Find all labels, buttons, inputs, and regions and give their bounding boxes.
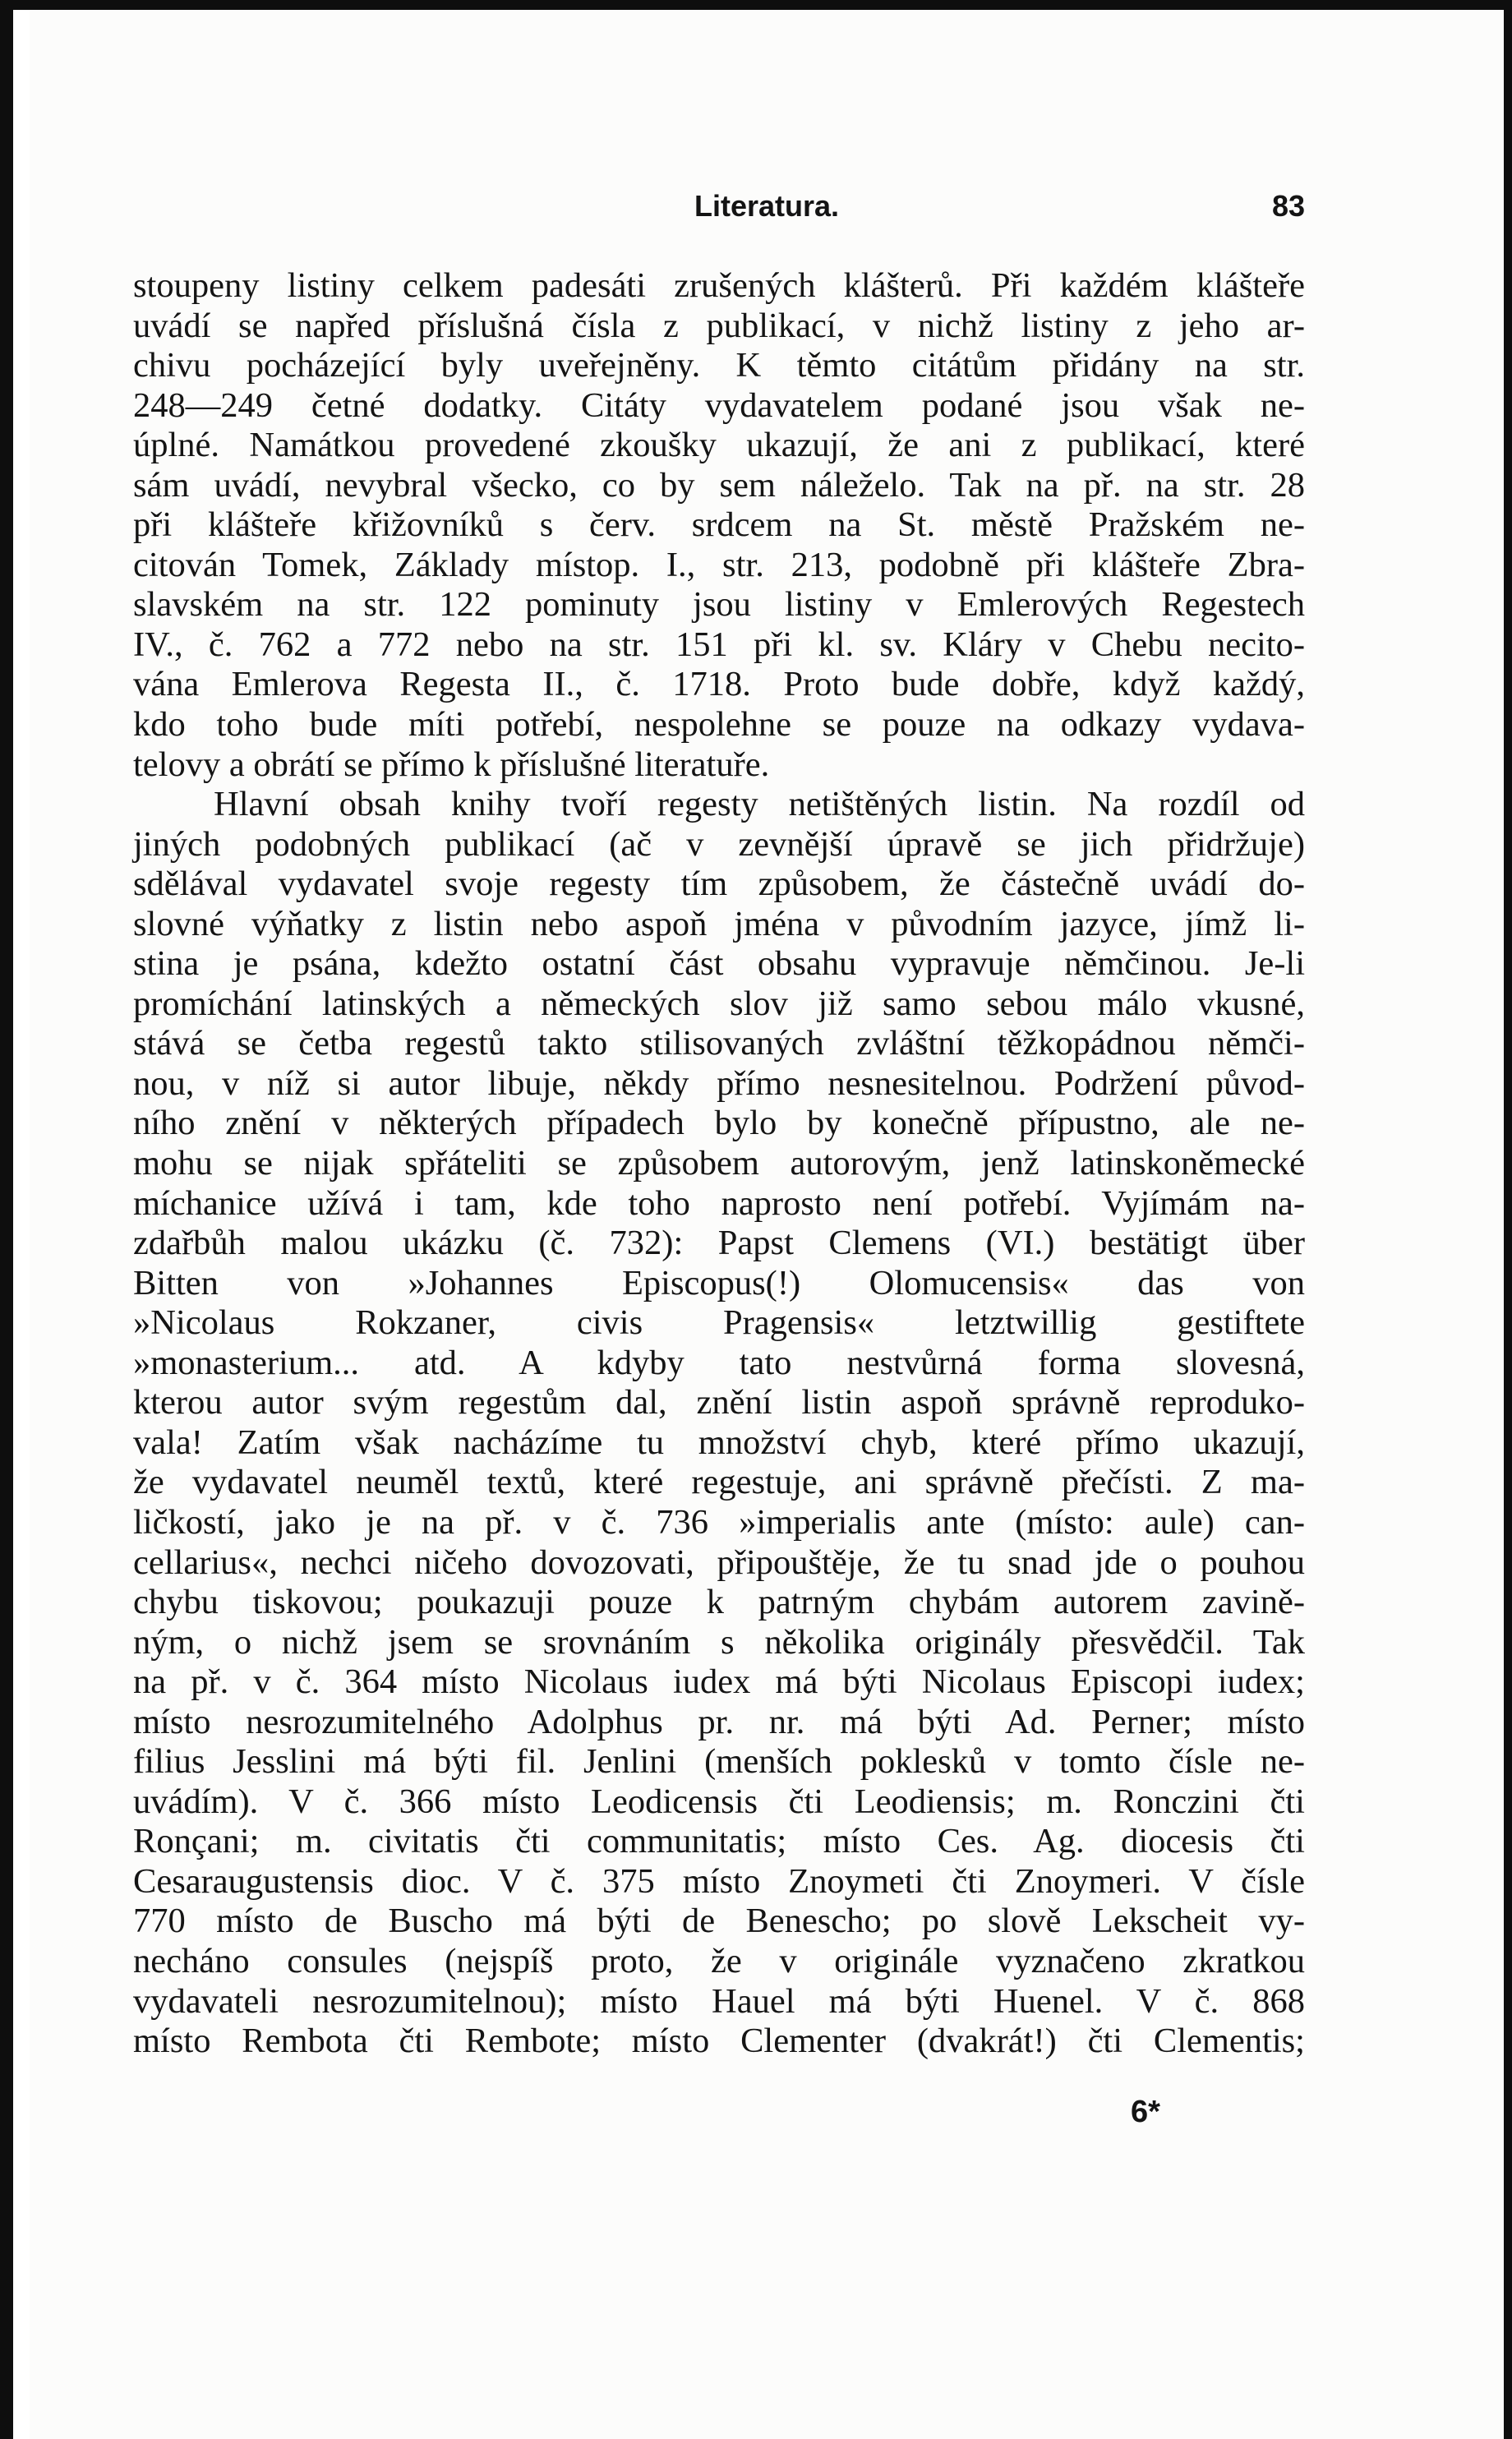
text-line: úplné. Namátkou provedené zkoušky ukazují, že ani z publikací, které bbox=[133, 426, 1305, 465]
text-line: sdělával vydavatel svoje regesty tím způsobem, že částečně uvádí do- bbox=[133, 864, 1305, 904]
text-line: »Nicolaus Rokzaner, civis Pragensis« letztwillig gestiftete bbox=[133, 1303, 1305, 1343]
text-line: jiných podobných publikací (ač v zevnější úpravě se jich přidržuje) bbox=[133, 824, 1305, 864]
text-line: ným, o nichž jsem se srovnáním s několika originály přesvědčil. Tak bbox=[133, 1622, 1305, 1662]
text-line: na př. v č. 364 místo Nicolaus iudex má býti Nicolaus Episcopi iudex; bbox=[133, 1662, 1305, 1702]
body-text bbox=[133, 266, 1305, 2062]
text-line: necháno consules (nejspíš proto, že v originále vyznačeno zkratkou bbox=[133, 1941, 1305, 1980]
text-line: telovy a obrátí se přímo k příslušné literatuře. bbox=[133, 745, 770, 784]
text-line: chivu pocházející byly uveřejněny. K těmto citátům přidány na str. bbox=[133, 346, 1305, 385]
text-line: Bitten von »Johannes Episcopus(!) Olomucensis« das von bbox=[133, 1263, 1305, 1302]
text-line: kterou autor svým regestům dal, znění listin aspoň správně reproduko- bbox=[133, 1383, 1305, 1422]
text-line: uvádí se napřed příslušná čísla z publikací, v nichž listiny z jeho ar- bbox=[133, 306, 1305, 345]
text-line: IV., č. 762 a 772 nebo na str. 151 při kl. sv. Kláry v Chebu necito- bbox=[133, 625, 1305, 664]
text-line: míchanice užívá i tam, kde toho naprosto není potřebí. Vyjímám na- bbox=[133, 1183, 1305, 1223]
text-line: Cesaraugustensis dioc. V č. 375 místo Znoymeti čti Znoymeri. V čísle bbox=[133, 1861, 1305, 1901]
text-line: vydavateli nesrozumitelnou); místo Hauel má býti Huenel. V č. 868 bbox=[133, 1981, 1305, 2021]
text-line: stina je psána, kdežto ostatní část obsahu vypravuje němčinou. Je-li bbox=[133, 944, 1305, 984]
text-line: citován Tomek, Základy místop. I., str. 213, podobně při klášteře Zbra- bbox=[133, 545, 1305, 584]
scan-border-left bbox=[0, 0, 13, 2439]
text-line: »monasterium... atd. A kdyby tato nestvůrná forma slovesná, bbox=[133, 1343, 1305, 1382]
printer-signature-mark: 6* bbox=[1131, 2095, 1160, 2129]
text-line: vala! Zatím však nacházíme tu množství chyb, které přímo ukazují, bbox=[133, 1422, 1305, 1462]
text-line: stává se četba regestů takto stilisovaných zvláštní těžkopádnou němči- bbox=[133, 1024, 1305, 1063]
page-header bbox=[30, 189, 1504, 230]
text-line: Hlavní obsah knihy tvoří regesty netištěných listin. Na rozdíl od bbox=[214, 785, 1305, 824]
text-line: slovné výňatky z listin nebo aspoň jména v původním jazyce, jímž li- bbox=[133, 904, 1305, 943]
scan-border-right bbox=[1504, 0, 1512, 2439]
book-page bbox=[30, 10, 1504, 2439]
text-line: ličkostí, jako je na př. v č. 736 »imperialis ante (místo: aule) can- bbox=[133, 1502, 1305, 1542]
text-line: sám uvádí, nevybral všecko, co by sem náleželo. Tak na př. na str. 28 bbox=[133, 465, 1305, 505]
text-line: nou, v níž si autor libuje, někdy přímo nesnesitelnou. Podržení původ- bbox=[133, 1063, 1305, 1103]
page-number: 83 bbox=[1271, 189, 1305, 223]
text-line: vána Emlerova Regesta II., č. 1718. Proto bude dobře, když každý, bbox=[133, 665, 1305, 704]
running-head: Literatura. bbox=[694, 189, 840, 223]
text-line: cellarius«, nechci ničeho dovozovati, připouštěje, že tu snad jde o pouhou bbox=[133, 1542, 1305, 1582]
text-line: slavském na str. 122 pominuty jsou listiny v Emlerových Regestech bbox=[133, 585, 1305, 625]
scan-border-top bbox=[0, 0, 1512, 10]
text-line: stoupeny listiny celkem padesáti zrušených klášterů. Při každém klášteře bbox=[133, 266, 1305, 305]
text-line: promíchání latinských a německých slov již samo sebou málo vkusné, bbox=[133, 984, 1305, 1023]
text-line: Ronçani; m. civitatis čti communitatis; místo Ces. Ag. diocesis čti bbox=[133, 1822, 1305, 1861]
text-line: při klášteře křižovníků s červ. srdcem na St. městě Pražském ne- bbox=[133, 505, 1305, 545]
text-line: místo Rembota čti Rembote; místo Clementer (dvakrát!) čti Clementis; bbox=[133, 2022, 1305, 2061]
text-line: 248—249 četné dodatky. Citáty vydavatelem podané jsou však ne- bbox=[133, 385, 1305, 425]
text-line: filius Jesslini má býti fil. Jenlini (menších poklesků v tomto čísle ne- bbox=[133, 1742, 1305, 1782]
text-line: kdo toho bude míti potřebí, nespolehne se pouze na odkazy vydava- bbox=[133, 705, 1305, 745]
text-line: místo nesrozumitelného Adolphus pr. nr. má býti Ad. Perner; místo bbox=[133, 1702, 1305, 1741]
text-line: zdařbůh malou ukázku (č. 732): Papst Clemens (VI.) bestätigt über bbox=[133, 1224, 1305, 1263]
text-line: mohu se nijak spřáteliti se způsobem autorovým, jenž latinskoněmecké bbox=[133, 1144, 1305, 1183]
text-line: chybu tiskovou; poukazuji pouze k patrným chybám autorem zavině- bbox=[133, 1583, 1305, 1622]
text-line: ního znění v některých případech bylo by konečně přípustno, ale ne- bbox=[133, 1104, 1305, 1143]
text-line: 770 místo de Buscho má býti de Benescho; po slově Lekscheit vy- bbox=[133, 1902, 1305, 1941]
text-line: že vydavatel neuměl textů, které regestuje, ani správně přečísti. Z ma- bbox=[133, 1463, 1305, 1502]
text-line: uvádím). V č. 366 místo Leodicensis čti Leodiensis; m. Ronczini čti bbox=[133, 1782, 1305, 1821]
